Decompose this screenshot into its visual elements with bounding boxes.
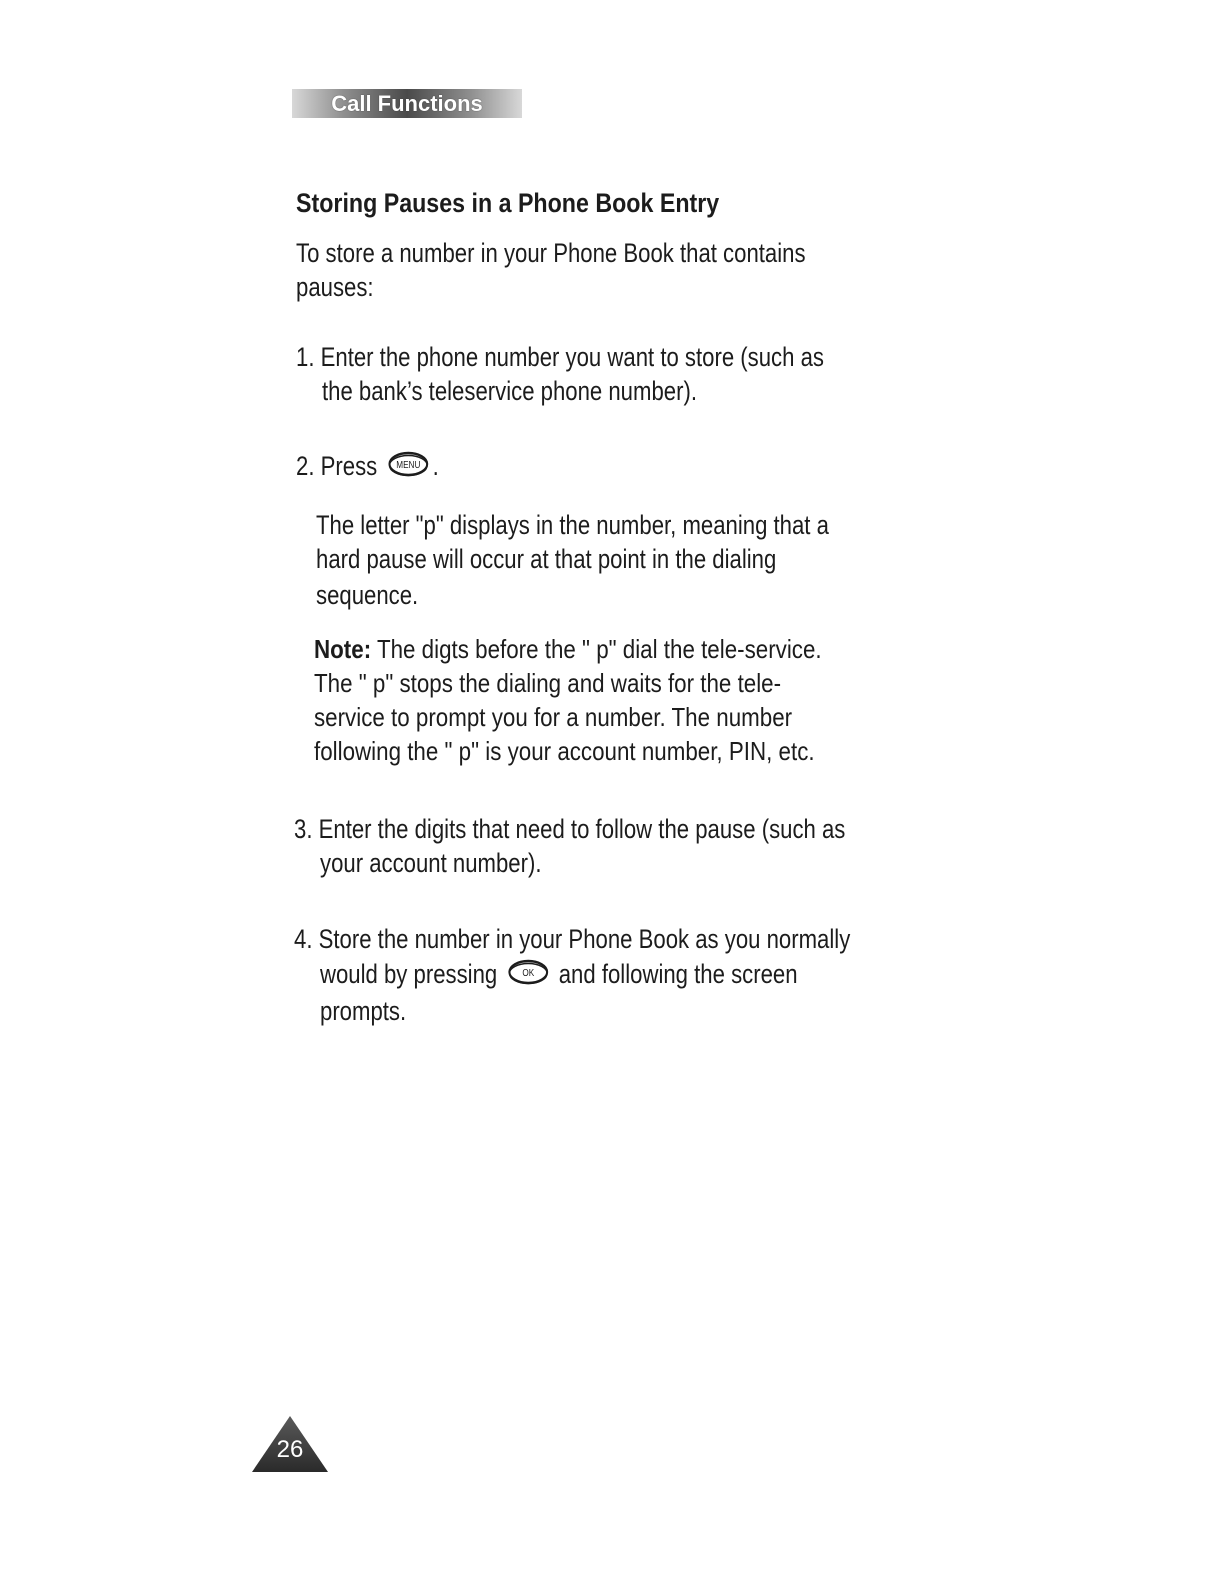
note-line-2: The " p" stops the dialing and waits for the tele- (314, 668, 782, 698)
section-tab (292, 89, 522, 118)
note-line-1 (314, 632, 822, 666)
intro-line-1: To store a number in your Phone Book that contains (296, 238, 806, 268)
note-label: Note: (314, 634, 372, 664)
note-line-1-text: The digts before the " p" dial the tele-service. (371, 634, 822, 664)
step-4-line-2-prefix: would by pressing (320, 959, 498, 989)
step-3-line-2: your account number). (320, 848, 542, 878)
step-2-desc-line-3: sequence. (316, 580, 419, 610)
svg-text:MENU: MENU (395, 459, 421, 471)
step-2 (296, 449, 439, 486)
note-line-4: following the " p" is your account number, PIN, etc. (314, 736, 815, 766)
menu-key-icon (387, 450, 430, 486)
note-line-3: service to prompt you for a number. The number (314, 702, 793, 732)
step-4-line-1: 4. Store the number in your Phone Book as you normally (294, 924, 851, 954)
step-2-desc-line-1: The letter "p" displays in the number, meaning that a (316, 510, 829, 540)
page-number: 26 (276, 1436, 304, 1463)
step-2-desc-line-2: hard pause will occur at that point in the dialing (316, 544, 777, 574)
step-1-line-1: 1. Enter the phone number you want to store (such as (296, 342, 824, 372)
ok-key-icon (507, 958, 550, 994)
svg-text:OK: OK (522, 967, 534, 979)
step-4-line-3: prompts. (320, 996, 407, 1026)
section-heading: Storing Pauses in a Phone Book Entry (296, 188, 720, 218)
step-1-line-2: the bank’s teleservice phone number). (322, 376, 697, 406)
step-2-suffix: . (432, 451, 439, 481)
step-4-line-2 (320, 957, 798, 994)
intro-line-2: pauses: (296, 272, 374, 302)
step-2-prefix: 2. Press (296, 451, 378, 481)
step-4-line-2-suffix: and following the screen (558, 959, 798, 989)
step-3-line-1: 3. Enter the digits that need to follow the pause (such as (294, 814, 846, 844)
note-block (314, 632, 822, 768)
section-tab-label: Call Functions (331, 90, 483, 116)
